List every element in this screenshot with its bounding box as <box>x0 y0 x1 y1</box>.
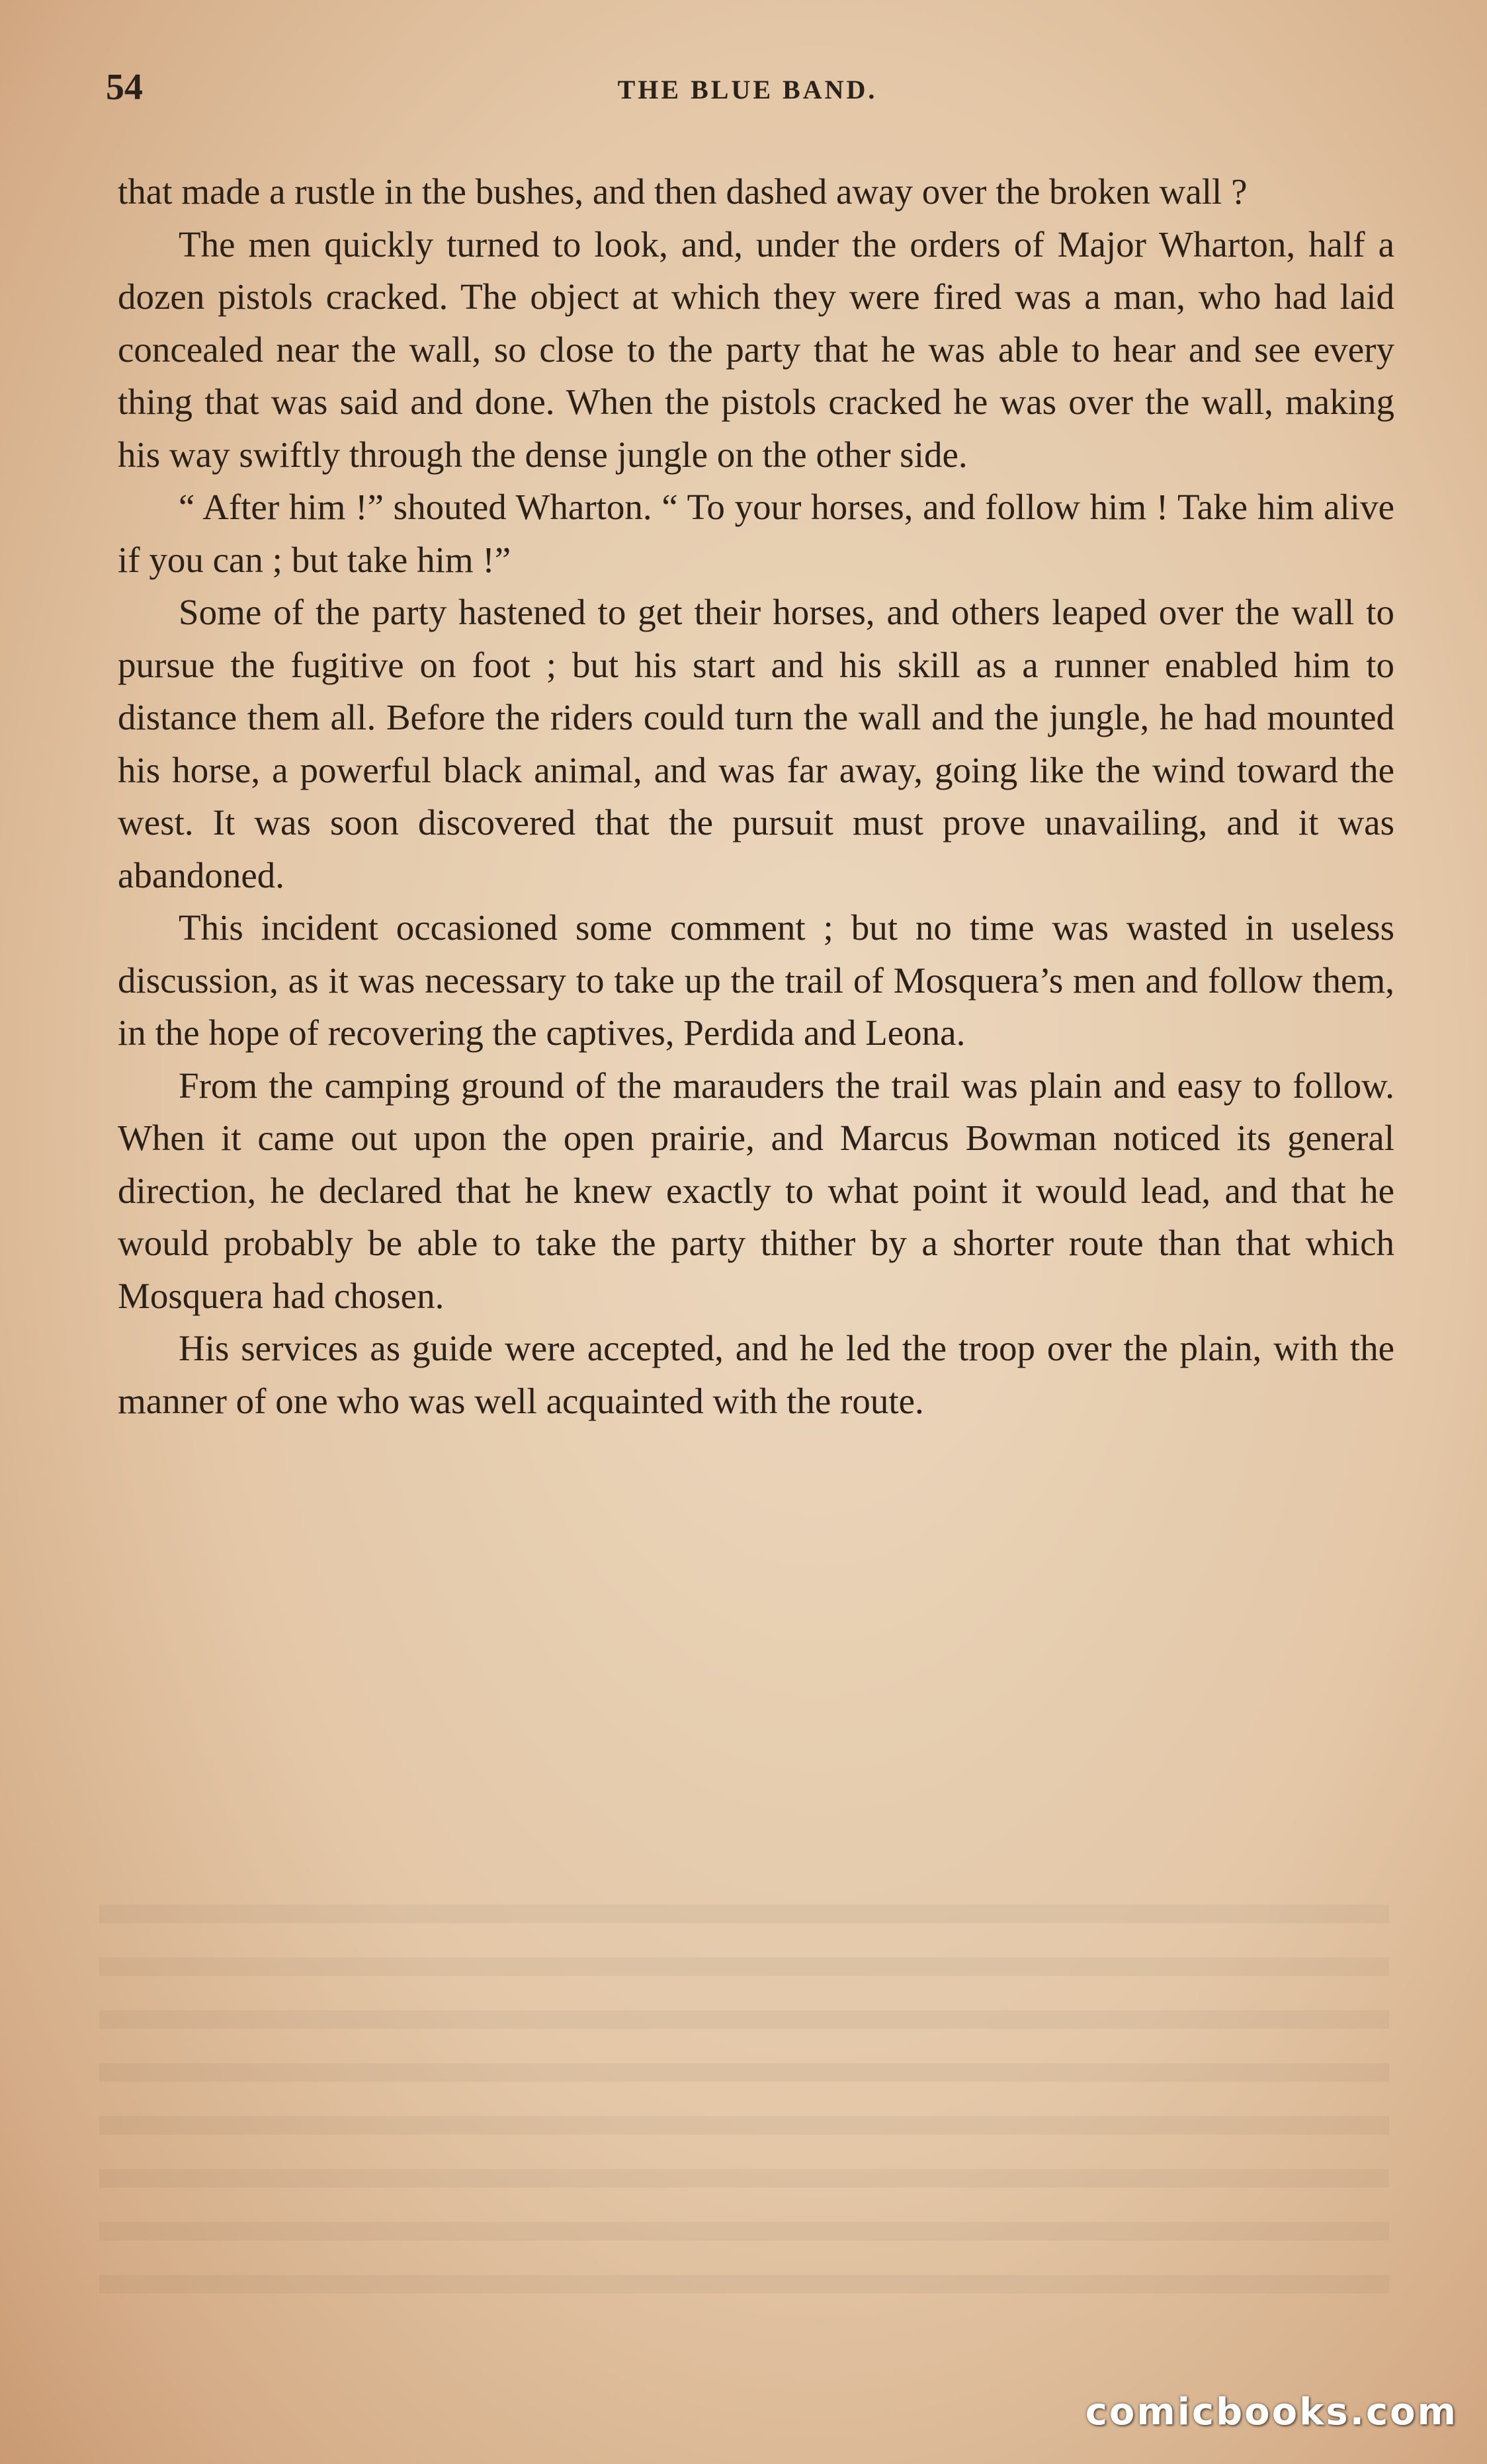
paragraph: His services as guide were accepted, and he led the troop over the plain, with the manner of one who was well acquainted with the route. <box>118 1328 1394 1421</box>
paragraph: “ After him !” shouted Wharton. “ To your horses, and follow him ! Take him alive if you can ; but take him !” <box>118 487 1394 580</box>
paragraph: Some of the party hastened to get their horses, and others leaped over the wall to pursue the fugitive on foot ; but his start and his skill as a runner enabled him to distance them all. Before the riders could turn the wall and the jungle, he had mounted his horse, a powerful black animal, and was far away, going like the wind toward the west. It was soon discovered that the pursuit must prove unavailing, and it was abandoned. <box>118 592 1394 895</box>
page-header <box>106 66 1389 119</box>
paragraph: This incident occasioned some comment ; but no time was wasted in useless discussion, as it was necessary to take up the trail of Mosquera’s men and follow them, in the hope of recovering the captives, Perdida and Leona. <box>118 907 1394 1053</box>
paragraph: The men quickly turned to look, and, under the orders of Major Wharton, half a dozen pistols cracked. The object at which they were fired was a man, who had laid concealed near the wall, so close to the party that he was able to hear and see every thing that was said and done. When the pistols cracked he was over the wall, making his way swiftly through the dense jungle on the other side. <box>118 224 1394 475</box>
page-number: 54 <box>106 67 143 108</box>
body-text <box>118 165 1394 1427</box>
bleed-through-text <box>99 1905 1389 2328</box>
paragraph: From the camping ground of the marauders the trail was plain and easy to follow. When it came out upon the open prairie, and Marcus Bowman noticed its general direction, he declared that he knew exactly to what point it would lead, and that he would probably be able to take the party thither by a shorter route than that which Mosquera had chosen. <box>118 1065 1394 1316</box>
running-head: THE BLUE BAND. <box>617 75 878 104</box>
watermark: comicbooks.com <box>1085 2391 1458 2434</box>
paragraph: that made a rustle in the bushes, and then dashed away over the broken wall ? <box>118 171 1248 212</box>
